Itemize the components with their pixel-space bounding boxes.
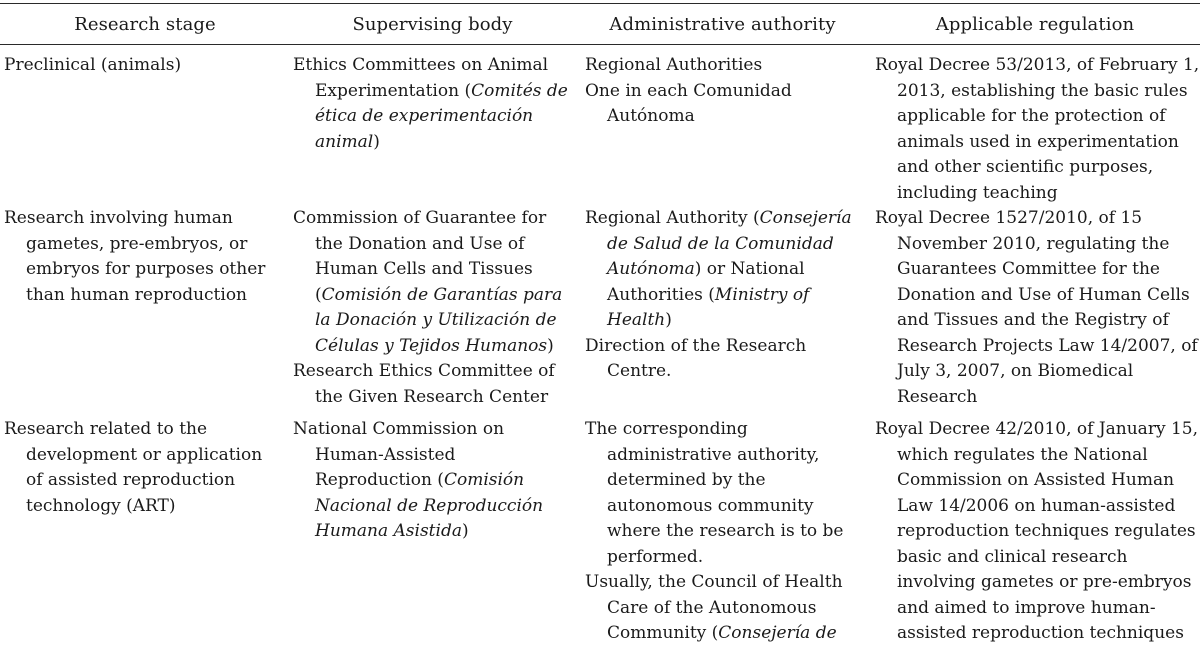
cell-supervising-body	[293, 417, 568, 545]
body-entry	[293, 53, 568, 155]
body-entry: Research Ethics Committee of the Given Research Center	[293, 361, 555, 407]
authority-tail-2: )	[665, 310, 672, 330]
body-entry	[293, 417, 568, 545]
cell-supervising-body	[293, 53, 568, 155]
body-italic-text: Comisión Nacional de Reproducción Humana Asistida	[315, 470, 544, 541]
regulation-text: Royal Decree 53/2013, of February 1, 2013, establishing the basic rules applicable for the protection of animals used in experimentation and other scientific purposes, including teaching	[875, 55, 1200, 203]
cell-administrative-authority	[585, 206, 855, 385]
authority-entry	[585, 206, 855, 334]
body-italic-text: Comités de ética de experimentación animal	[315, 80, 568, 152]
authority-tail: ) or National Authorities (	[607, 259, 805, 305]
authority-entry	[585, 570, 855, 647]
regulation-text: Royal Decree 42/2010, of January 15, which regulates the National Commission on Assisted Human Law 14/2006 on human-assisted reproduction techniques regulates basic and clinical research involving gametes or pre-embryos and aimed to improve human-assisted reproduction techniques	[875, 419, 1198, 643]
body-text: Ethics Committees on Animal Experimentation (	[293, 55, 549, 101]
header-administrative-authority: Administrative authority	[609, 14, 836, 35]
authority-italic-text-2: Ministry of Health	[607, 284, 810, 330]
cell-applicable-regulation	[875, 53, 1200, 206]
body-tail: )	[547, 335, 554, 356]
stage-text: Preclinical (animals)	[4, 55, 182, 75]
authority-text: Regional Authority (	[585, 208, 760, 228]
authority-entry: The corresponding administrative authority, determined by the autonomous community where the research is to be performed.	[585, 419, 844, 567]
cell-applicable-regulation	[875, 417, 1200, 647]
cell-research-stage	[4, 206, 276, 308]
cell-research-stage	[4, 417, 276, 519]
header-research-stage: Research stage	[74, 14, 216, 35]
cell-research-stage	[4, 53, 276, 79]
stage-text: Research related to the development or application of assisted reproduction technology (ART)	[4, 419, 263, 516]
body-tail: )	[373, 131, 380, 152]
header-supervising-body: Supervising body	[352, 14, 513, 35]
authority-italic-text: Consejería de	[718, 623, 837, 643]
authority-entry: One in each Comunidad Autónoma	[585, 80, 792, 126]
table-header	[0, 12, 1200, 38]
top-rule	[0, 3, 1200, 4]
cell-applicable-regulation	[875, 206, 1200, 410]
cell-supervising-body	[293, 206, 568, 410]
authority-text: Usually, the Council of Health Care of the Autonomous Community (	[585, 572, 843, 643]
authority-entry: Direction of the Research Centre.	[585, 335, 807, 381]
header-rule	[0, 44, 1200, 45]
body-entry	[293, 206, 568, 359]
body-italic-text: Comisión de Garantías para la Donación y Utilización de Células y Tejidos Humanos	[315, 284, 563, 356]
body-text: Commission of Guarantee for the Donation and Use of Human Cells and Tissues (	[293, 208, 547, 305]
regulation-text: Royal Decree 1527/2010, of 15 November 2010, regulating the Guarantees Committee for the Donation and Use of Human Cells and Tissues and the Registry of Research Projects Law 14/2007, of July 3, 2007, on Biomedical Research	[875, 208, 1198, 407]
header-applicable-regulation: Applicable regulation	[935, 14, 1135, 35]
stage-text: Research involving human gametes, pre-embryos, or embryos for purposes other than human reproduction	[4, 208, 266, 305]
body-tail: )	[461, 521, 469, 541]
cell-administrative-authority	[585, 53, 855, 130]
cell-administrative-authority	[585, 417, 855, 647]
body-text: National Commission on Human-Assisted Reproduction (	[293, 419, 505, 490]
authority-entry: Regional Authorities	[585, 55, 763, 75]
authority-italic-text: Consejería de Salud de la Comunidad Autónoma	[607, 208, 852, 279]
